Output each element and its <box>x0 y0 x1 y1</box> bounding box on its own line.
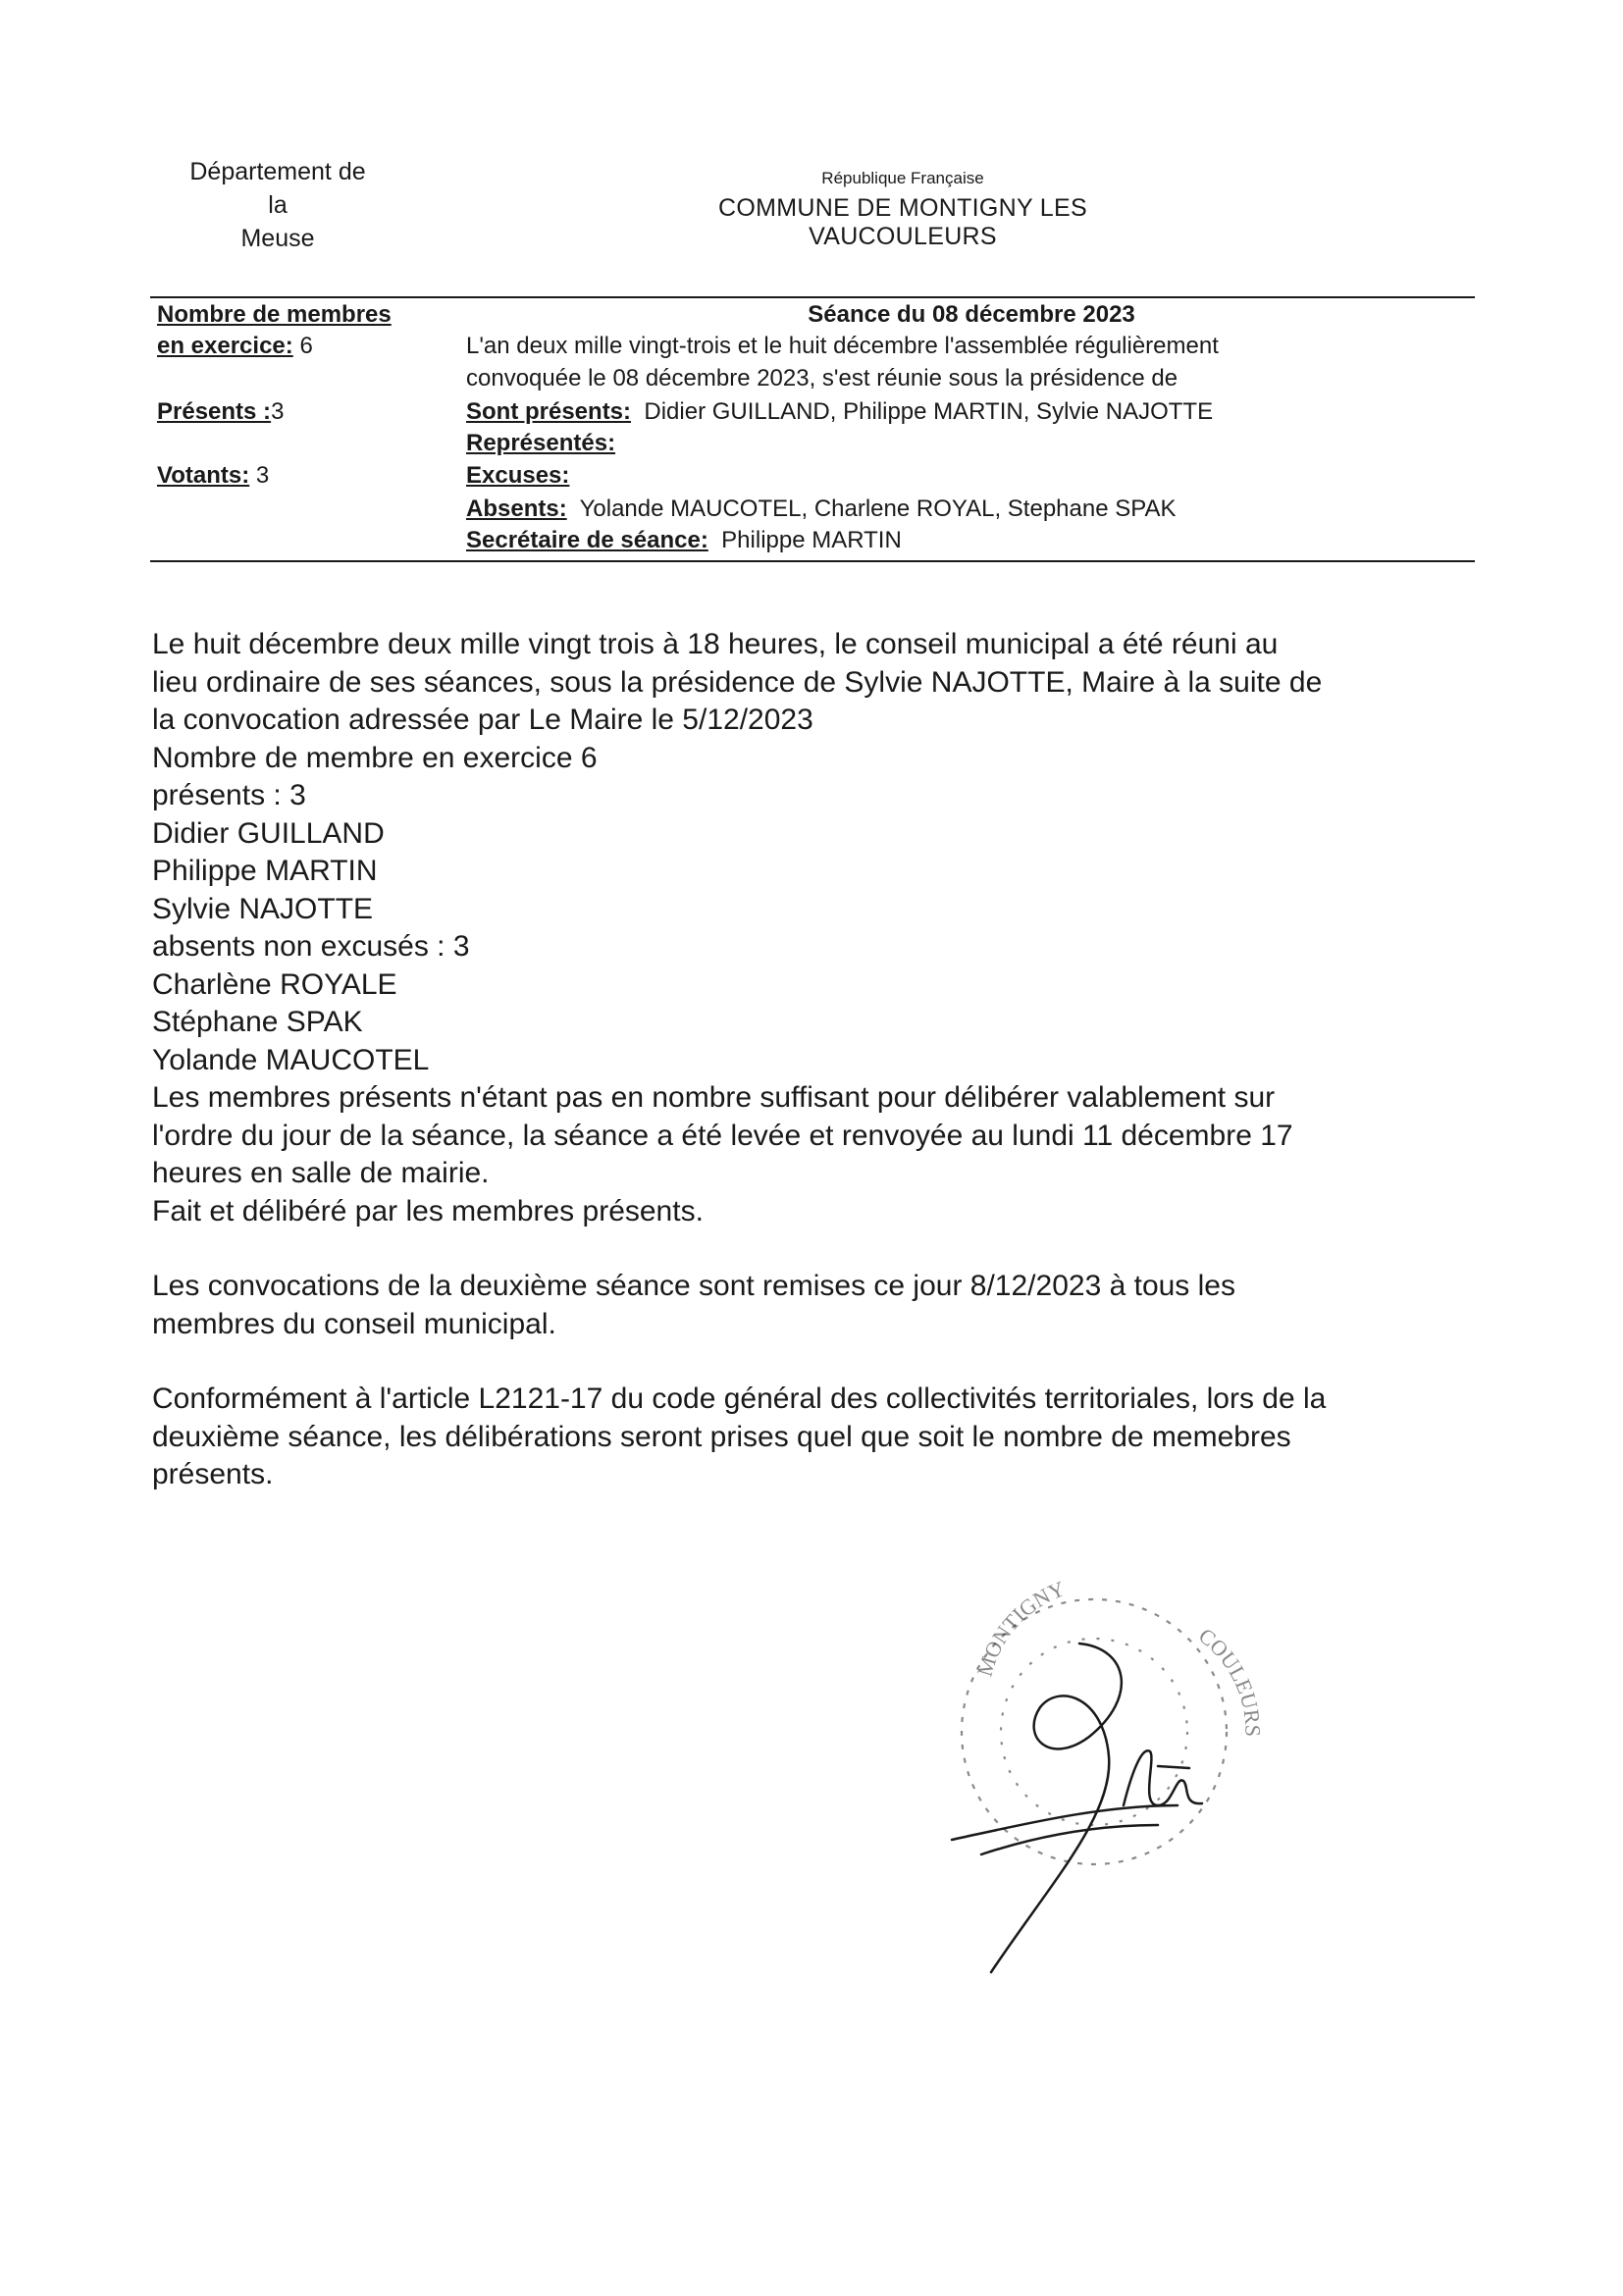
seal-text-right: COULEURS <box>1193 1623 1266 1737</box>
body-line: heures en salle de mairie. <box>152 1157 490 1189</box>
commune-title: COMMUNE DE MONTIGNY LES VAUCOULEURS <box>718 194 1087 250</box>
body-line: absents non excusés : 3 <box>152 930 470 963</box>
present-members-value: Didier GUILLAND, Philippe MARTIN, Sylvie NAJOTTE <box>644 398 1214 425</box>
absent-members-label: Absents: <box>466 496 567 522</box>
excused-label: Excuses: <box>466 462 570 489</box>
mayor-seal-and-signature <box>932 1511 1266 2002</box>
absent-members-value: Yolande MAUCOTEL, Charlene ROYAL, Stephane SPAK <box>579 496 1177 522</box>
department-line1: Département de la <box>189 158 366 219</box>
body-line: Charlène ROYALE <box>152 967 397 1001</box>
members-in-office <box>157 332 313 361</box>
body-line: Stéphane SPAK <box>152 1006 363 1038</box>
session-intro-line1: L'an deux mille vingt-trois et le huit décembre l'assemblée régulièrement <box>466 333 1219 359</box>
secretary <box>466 526 902 555</box>
members-label-line1: Nombre de membres <box>157 301 392 328</box>
body-line: Didier GUILLAND <box>152 816 385 850</box>
present-members <box>466 397 1213 427</box>
department-header <box>184 155 371 255</box>
seal-text-top: MONTIGNY <box>971 1576 1069 1680</box>
body-line: Fait et délibéré par les membres présents. <box>152 1194 704 1227</box>
legal-line1: Conformément à l'article L2121-17 du code général des collectivités territoriales, lors de la <box>152 1383 1327 1415</box>
department-line2: Meuse <box>240 225 315 252</box>
table-top-rule <box>150 296 1475 298</box>
present-members-label: Sont présents: <box>466 398 632 425</box>
table-bottom-rule <box>150 560 1475 562</box>
body-line: Philippe MARTIN <box>152 855 378 887</box>
body-line: Sylvie NAJOTTE <box>152 892 374 925</box>
body-line: l'ordre du jour de la séance, la séance a été levée et renvoyée au lundi 11 décembre 17 <box>152 1119 1293 1152</box>
convocations-line2: membres du conseil municipal. <box>152 1307 556 1340</box>
presents-label: Présents : <box>157 398 272 425</box>
body-line: présents : 3 <box>152 779 306 811</box>
legal-line3: présents. <box>152 1458 274 1490</box>
session-title: Séance du 08 décembre 2023 <box>808 301 1135 328</box>
votants-label: Votants: <box>157 462 250 489</box>
presents-value: 3 <box>271 398 285 425</box>
body-line: Le huit décembre deux mille vingt trois à 18 heures, le conseil municipal a été réuni au <box>152 628 1279 660</box>
members-value: 6 <box>299 333 313 359</box>
secretary-label: Secrétaire de séance: <box>466 527 708 553</box>
body-line: lieu ordinaire de ses séances, sous la présidence de Sylvie NAJOTTE, Maire à la suite de <box>152 665 1323 699</box>
body-line: Les membres présents n'étant pas en nombre suffisant pour délibérer valablement sur <box>152 1081 1276 1114</box>
votants-count <box>157 461 269 491</box>
legal-line2: deuxième séance, les délibérations seront prises quel que soit le nombre de memebres <box>152 1420 1291 1453</box>
absent-members <box>466 495 1176 524</box>
body-line: Yolande MAUCOTEL <box>152 1043 430 1076</box>
convocations-line1: Les convocations de la deuxième séance sont remises ce jour 8/12/2023 à tous les <box>152 1270 1235 1302</box>
presents-count <box>157 397 284 427</box>
republic-label: République Française <box>821 169 984 187</box>
represented-label: Représentés: <box>466 430 616 456</box>
session-intro-line2: convoquée le 08 décembre 2023, s'est réunie sous la présidence de <box>466 365 1178 391</box>
members-label-line2: en exercice: <box>157 333 293 359</box>
body-line: la convocation adressée par Le Maire le 5/12/2023 <box>152 704 813 736</box>
secretary-value: Philippe MARTIN <box>721 527 902 553</box>
minutes-body <box>152 626 1487 1494</box>
votants-value: 3 <box>255 462 270 489</box>
body-line: Nombre de membre en exercice 6 <box>152 741 598 774</box>
